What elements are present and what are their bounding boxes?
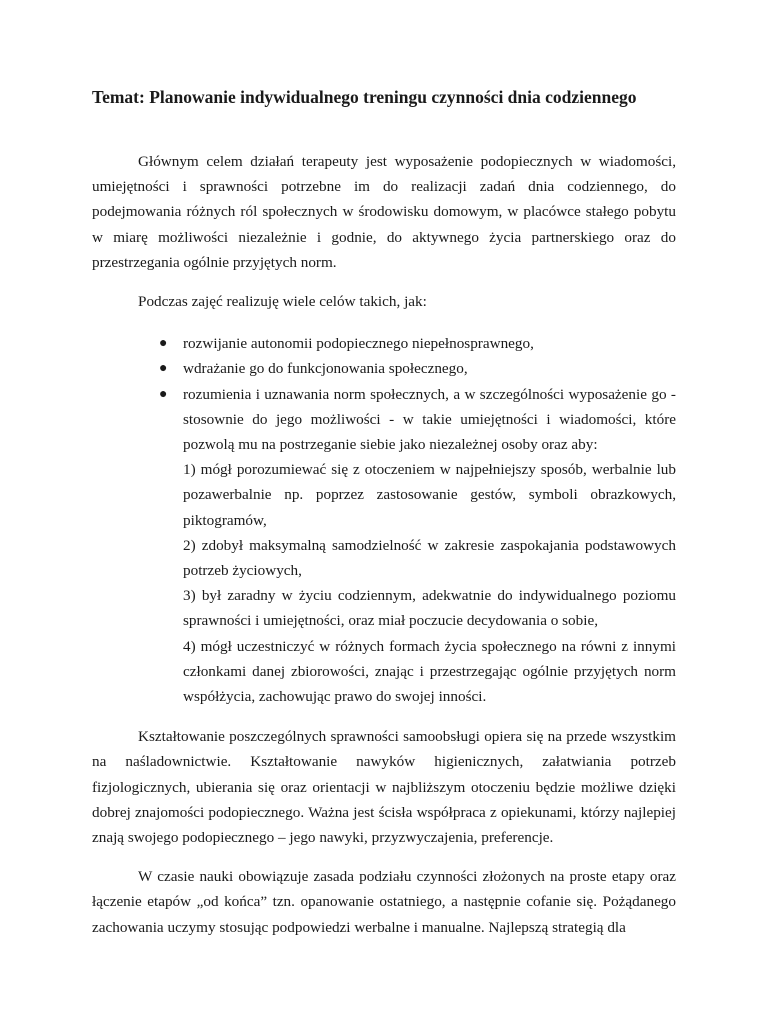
- bullet-icon: ●: [159, 361, 168, 377]
- paragraph-learning: W czasie nauki obowiązuje zasada podziału czynności złożonych na proste etapy oraz łączenie etapów „od końca” tzn. opanowanie ostatniego, a następnie cofanie się. Pożądanego zachowania uczymy stosując podpowiedzi werbalne i manualne. Najlepszą strategią dla: [92, 868, 676, 936]
- list-item: [92, 356, 676, 381]
- document-title: Temat: Planowanie indywidualnego treningu czynności dnia codziennego: [92, 87, 637, 107]
- bullet-icon: ●: [159, 386, 168, 402]
- list-item-text: rozwijanie autonomii podopiecznego niepełnosprawnego,: [183, 335, 534, 353]
- bullet-icon: ●: [159, 336, 168, 352]
- list-item: [92, 382, 676, 710]
- paragraph-intro-list: Podczas zajęć realizuję wiele celów takich, jak:: [138, 293, 427, 311]
- goals-list: [92, 331, 676, 709]
- sub-item: 4) mógł uczestniczyć w różnych formach życia społecznego na równi z innymi członkami danej zbiorowości, znając i przestrzegając ogólnie przyjętych norm współżycia, zachowując prawo do swojej inności.: [183, 637, 676, 706]
- paragraph-goals: Głównym celem działań terapeuty jest wyposażenie podopiecznych w wiadomości, umiejętności i sprawności potrzebne im do realizacji zadań dnia codziennego, do podejmowania różnych ról społecznych w środowisku domowym, w placówce stałego pobytu w miarę możliwości niezależnie i godnie, do aktywnego życia partnerskiego oraz do przestrzegania ogólnie przyjętych norm.: [92, 153, 676, 271]
- list-item-text: wdrażanie go do funkcjonowania społecznego,: [183, 360, 468, 378]
- sub-item: 3) był zaradny w życiu codziennym, adekwatnie do indywidualnego poziomu sprawności i umiejętności, oraz miał poczucie decydowania o sobie,: [183, 587, 676, 630]
- list-item-text: rozumienia i uznawania norm społecznych, a w szczególności wyposażenie go - stosownie do jego możliwości - w takie umiejętności i wiadomości, które pozwolą mu na postrzeganie siebie jako niezależnej osoby oraz aby:: [183, 385, 676, 454]
- sub-item: 2) zdobył maksymalną samodzielność w zakresie zaspokajania podstawowych potrzeb życiowych,: [183, 536, 676, 580]
- sub-item: 1) mógł porozumiewać się z otoczeniem w najpełniejszy sposób, werbalnie lub pozawerbalnie np. poprzez zastosowanie gestów, symboli obrazkowych, piktogramów,: [183, 461, 676, 529]
- paragraph-self-care: Kształtowanie poszczególnych sprawności samoobsługi opiera się na przede wszystkim na naśladownictwie. Kształtowanie nawyków higienicznych, załatwiania potrzeb fizjologicznych, ubierania się oraz orientacji w najbliższym otoczeniu będzie możliwe dzięki dobrej znajomości podopiecznego. Ważna jest ścisła współpraca z opiekunami, którzy najlepiej znają swojego podopiecznego – jego nawyki, przyzwyczajenia, preferencje.: [92, 728, 676, 847]
- document-page: [92, 84, 676, 940]
- list-item: [92, 331, 676, 356]
